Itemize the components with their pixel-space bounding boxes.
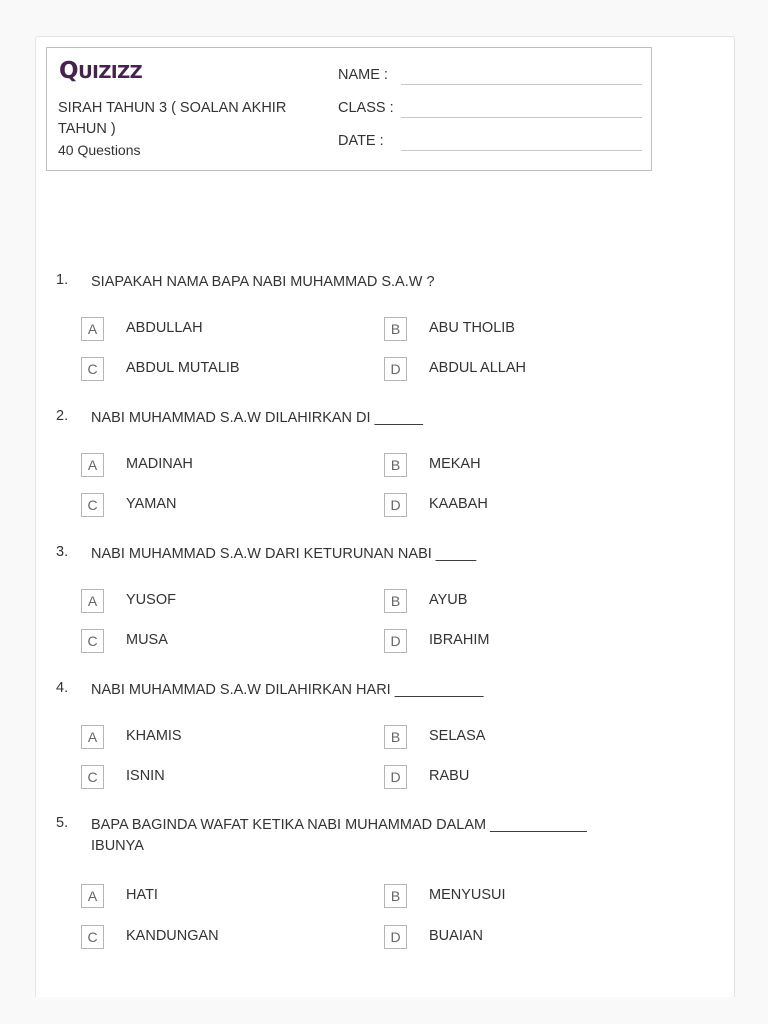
option-letter: B	[384, 589, 407, 613]
option-text: ISNIN	[126, 768, 165, 784]
quiz-title: SIRAH TAHUN 3 ( SOALAN AKHIR TAHUN )	[58, 100, 287, 137]
date-line	[401, 150, 642, 151]
option-text: RABU	[429, 768, 470, 784]
option-a[interactable]	[81, 725, 361, 749]
class-label: CLASS :	[338, 100, 394, 116]
option-a[interactable]	[81, 453, 361, 477]
option-text: KHAMIS	[126, 728, 182, 744]
option-b[interactable]	[384, 453, 664, 477]
question-number: 2.	[56, 408, 69, 424]
option-text: IBRAHIM	[429, 632, 490, 648]
name-label: NAME :	[338, 67, 388, 83]
option-letter: B	[384, 884, 407, 908]
option-letter: B	[384, 453, 407, 477]
question-count: 40 Questions	[58, 142, 141, 158]
option-a[interactable]	[81, 884, 361, 908]
question-text: SIAPAKAH NAMA BAPA NABI MUHAMMAD S.A.W ?	[91, 274, 435, 290]
option-text: MEKAH	[429, 456, 481, 472]
option-letter: C	[81, 493, 104, 517]
question-text: NABI MUHAMMAD S.A.W DILAHIRKAN DI ______	[91, 410, 423, 426]
option-d[interactable]	[384, 493, 664, 517]
option-c[interactable]	[81, 629, 361, 653]
option-b[interactable]	[384, 884, 664, 908]
option-b[interactable]	[384, 317, 664, 341]
option-text: YAMAN	[126, 496, 177, 512]
question-number: 3.	[56, 544, 69, 560]
class-line	[401, 117, 642, 118]
option-text: ABDUL ALLAH	[429, 360, 526, 376]
option-letter: D	[384, 765, 407, 789]
option-text: BUAIAN	[429, 928, 483, 944]
option-b[interactable]	[384, 589, 664, 613]
option-text: MADINAH	[126, 456, 193, 472]
option-text: MUSA	[126, 632, 168, 648]
question-text: BAPA BAGINDA WAFAT KETIKA NABI MUHAMMAD DALAM ____________ IBUNYA	[91, 817, 587, 854]
date-field[interactable]	[338, 129, 642, 151]
question-text: NABI MUHAMMAD S.A.W DARI KETURUNAN NABI _____	[91, 546, 477, 562]
option-letter: D	[384, 629, 407, 653]
option-letter: D	[384, 493, 407, 517]
date-label: DATE :	[338, 133, 384, 149]
option-letter: A	[81, 317, 104, 341]
option-text: ABDULLAH	[126, 320, 203, 336]
option-text: KANDUNGAN	[126, 928, 219, 944]
option-c[interactable]	[81, 493, 361, 517]
option-c[interactable]	[81, 925, 361, 949]
option-a[interactable]	[81, 317, 361, 341]
option-letter: D	[384, 925, 407, 949]
option-letter: A	[81, 725, 104, 749]
option-a[interactable]	[81, 589, 361, 613]
option-letter: D	[384, 357, 407, 381]
option-text: ABDUL MUTALIB	[126, 360, 240, 376]
option-letter: B	[384, 317, 407, 341]
option-letter: C	[81, 925, 104, 949]
option-text: MENYUSUI	[429, 887, 506, 903]
option-c[interactable]	[81, 765, 361, 789]
option-d[interactable]	[384, 765, 664, 789]
option-d[interactable]	[384, 629, 664, 653]
option-d[interactable]	[384, 925, 664, 949]
option-letter: C	[81, 357, 104, 381]
name-line	[401, 84, 642, 85]
option-b[interactable]	[384, 725, 664, 749]
option-letter: B	[384, 725, 407, 749]
option-text: YUSOF	[126, 592, 176, 608]
option-c[interactable]	[81, 357, 361, 381]
option-letter: A	[81, 589, 104, 613]
option-text: AYUB	[429, 592, 468, 608]
option-letter: A	[81, 884, 104, 908]
worksheet-header	[46, 47, 652, 171]
question-number: 4.	[56, 680, 69, 696]
name-field[interactable]	[338, 63, 642, 85]
option-text: ABU THOLIB	[429, 320, 515, 336]
option-letter: C	[81, 765, 104, 789]
option-d[interactable]	[384, 357, 664, 381]
question-number: 1.	[56, 272, 69, 288]
option-text: HATI	[126, 887, 158, 903]
quizizz-logo: QUIZIZZ	[59, 58, 143, 84]
option-letter: A	[81, 453, 104, 477]
option-letter: C	[81, 629, 104, 653]
question-number: 5.	[56, 815, 69, 831]
question-text: NABI MUHAMMAD S.A.W DILAHIRKAN HARI ___________	[91, 682, 484, 698]
option-text: SELASA	[429, 728, 486, 744]
option-text: KAABAH	[429, 496, 488, 512]
class-field[interactable]	[338, 96, 642, 118]
